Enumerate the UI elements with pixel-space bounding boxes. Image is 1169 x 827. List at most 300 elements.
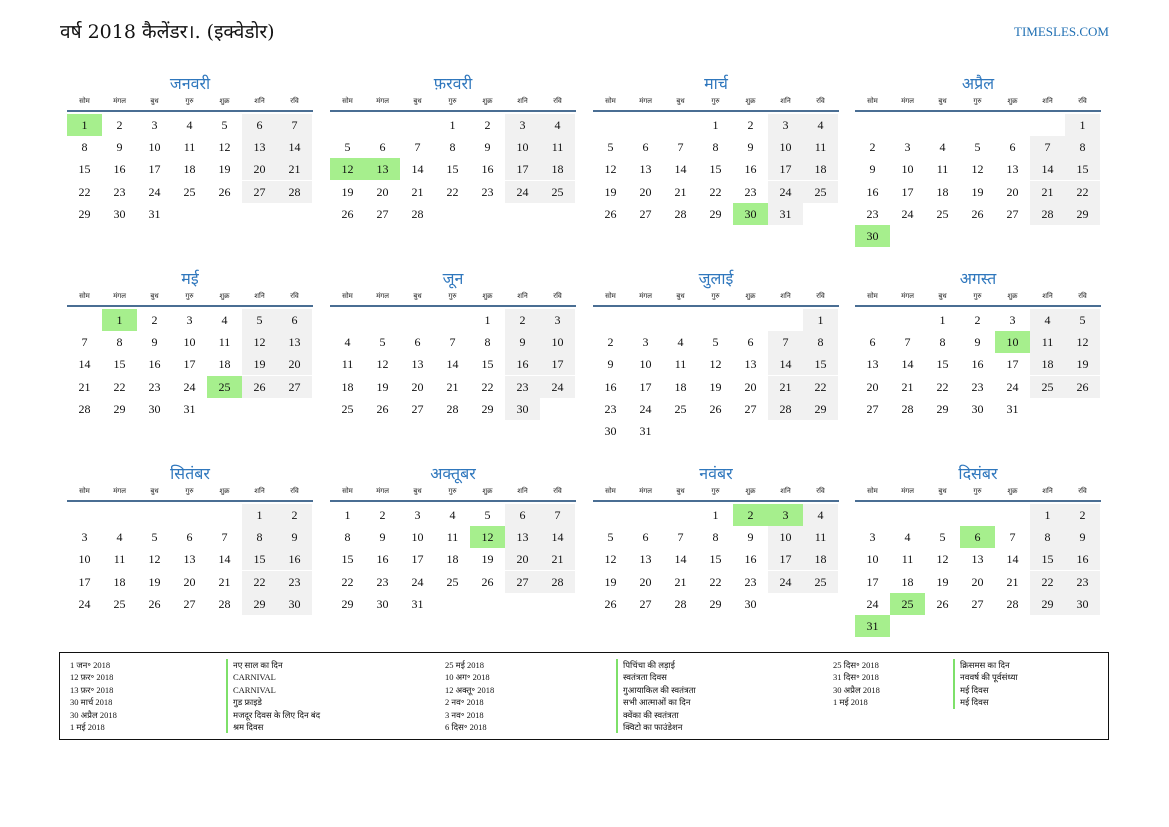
day-cell: 21 xyxy=(411,184,424,199)
header-rule xyxy=(67,500,313,502)
day-cell: 30 xyxy=(277,593,312,615)
day-cell: 20 xyxy=(376,184,389,199)
weekday-header xyxy=(330,487,576,499)
month-title: मार्च xyxy=(704,74,728,93)
day-cell: 16 xyxy=(505,353,540,375)
day-cell: 28 xyxy=(446,401,459,416)
header-rule xyxy=(330,110,576,112)
day-cell: 3 xyxy=(186,313,193,327)
day-cell: 24 xyxy=(183,379,196,394)
day-cell: 15 xyxy=(242,548,277,570)
holiday-date: 1 मई 2018 xyxy=(833,697,868,708)
header-rule xyxy=(330,500,576,502)
weekday-label: शुक्र xyxy=(482,97,493,105)
day-cell: 11 xyxy=(901,552,914,567)
holiday-name: नववर्ष की पूर्वसंध्या xyxy=(953,671,1018,683)
day-cell: 10 xyxy=(866,552,879,567)
day-cell: 19 xyxy=(242,353,277,375)
day-cell: 14 xyxy=(218,552,231,567)
day-cell: 14 xyxy=(446,357,459,372)
weekday-label: रवि xyxy=(816,487,825,495)
day-cell: 3 xyxy=(540,309,575,331)
weekday-label: रवि xyxy=(816,292,825,300)
day-cell: 3 xyxy=(642,335,649,350)
holiday-date: 12 फ़र॰ 2018 xyxy=(70,672,114,683)
day-cell: 19 xyxy=(709,379,722,394)
holiday-name: स्वतंत्रता दिवस xyxy=(616,671,667,683)
day-cell: 31 xyxy=(411,596,424,611)
holiday-day-cell: 2 xyxy=(733,504,768,526)
day-cell: 8 xyxy=(1030,526,1065,548)
day-cell: 23 xyxy=(866,206,879,221)
day-cell: 24 xyxy=(78,596,91,611)
holiday-day-cell: 10 xyxy=(995,331,1030,353)
day-cell: 1 xyxy=(344,508,351,522)
holiday-name: मई दिवस xyxy=(953,684,989,696)
weekday-label: सोम xyxy=(342,487,353,495)
brand-link[interactable]: TIMESLES.COM xyxy=(1014,24,1109,39)
day-cell: 24 xyxy=(540,376,575,398)
day-cell: 15 xyxy=(936,357,949,372)
holiday-date: 12 अक्तू॰ 2018 xyxy=(445,684,495,695)
month-title: जनवरी xyxy=(169,74,211,93)
day-cell: 3 xyxy=(414,508,421,522)
holiday-day-cell: 1 xyxy=(67,114,102,136)
day-cell: 5 xyxy=(221,118,228,132)
day-cell: 23 xyxy=(148,379,161,394)
day-cell: 20 xyxy=(242,158,277,180)
day-cell: 22 xyxy=(936,379,949,394)
day-cell: 10 xyxy=(78,552,91,567)
weekday-label: रवि xyxy=(816,97,825,105)
day-cell: 5 xyxy=(379,335,386,350)
day-cell: 18 xyxy=(901,574,914,589)
day-cell: 7 xyxy=(677,530,684,545)
day-cell: 4 xyxy=(344,335,351,350)
day-cell: 17 xyxy=(78,574,91,589)
weekday-label: मंगल xyxy=(113,97,126,105)
holiday-day-cell: 12 xyxy=(470,526,505,548)
day-cell: 30 xyxy=(113,206,126,221)
day-cell: 26 xyxy=(376,401,389,416)
day-cell: 3 xyxy=(904,140,911,155)
day-cell: 23 xyxy=(1065,571,1100,593)
day-cell: 12 xyxy=(604,552,617,567)
day-cell: 16 xyxy=(481,162,494,177)
day-cell: 12 xyxy=(709,357,722,372)
day-cell: 29 xyxy=(709,206,722,221)
weekday-header xyxy=(855,487,1101,499)
weekday-label: सोम xyxy=(605,97,616,105)
day-cell: 3 xyxy=(81,530,88,545)
day-cell: 21 xyxy=(674,574,687,589)
day-cell: 8 xyxy=(81,140,88,155)
holiday-date: 1 जन॰ 2018 xyxy=(70,660,111,670)
day-cell: 12 xyxy=(148,552,161,567)
month-title: अगस्त xyxy=(959,269,997,288)
month-title: सितंबर xyxy=(170,464,210,483)
weekday-label: शुक्र xyxy=(1007,292,1018,300)
weekday-label: शनि xyxy=(1042,97,1053,105)
day-cell: 11 xyxy=(341,357,354,372)
header-rule xyxy=(67,110,313,112)
day-cell: 18 xyxy=(803,548,838,570)
day-cell: 29 xyxy=(1065,203,1100,225)
day-cell: 5 xyxy=(607,140,614,155)
day-cell: 26 xyxy=(604,596,617,611)
day-cell: 31 xyxy=(768,203,803,225)
day-cell: 27 xyxy=(183,596,196,611)
day-cell: 13 xyxy=(744,357,757,372)
weekday-header xyxy=(593,97,839,109)
weekday-label: गुरु xyxy=(185,97,194,105)
day-cell: 4 xyxy=(540,114,575,136)
weekday-label: शुक्र xyxy=(482,487,493,495)
day-cell: 29 xyxy=(481,401,494,416)
weekday-header xyxy=(855,292,1101,304)
weekday-label: मंगल xyxy=(901,487,914,495)
holiday-name: क्रिसमस का दिन xyxy=(953,659,1010,671)
day-cell: 18 xyxy=(113,574,126,589)
day-cell: 21 xyxy=(674,184,687,199)
day-cell: 17 xyxy=(505,158,540,180)
day-cell: 10 xyxy=(411,530,424,545)
day-cell: 21 xyxy=(901,379,914,394)
day-cell: 23 xyxy=(113,184,126,199)
holiday-date: 25 मई 2018 xyxy=(445,660,485,670)
day-cell: 17 xyxy=(768,548,803,570)
day-cell: 29 xyxy=(709,596,722,611)
weekday-label: शनि xyxy=(780,487,791,495)
day-cell: 8 xyxy=(803,331,838,353)
day-cell: 27 xyxy=(242,181,277,203)
day-cell: 11 xyxy=(446,530,459,545)
holiday-day-cell: 12 xyxy=(330,158,365,180)
weekday-label: बुध xyxy=(413,487,422,495)
day-cell: 28 xyxy=(540,571,575,593)
month-10 xyxy=(330,462,576,642)
day-cell: 13 xyxy=(639,162,652,177)
day-cell: 2 xyxy=(869,140,876,155)
day-cell: 18 xyxy=(540,158,575,180)
day-cell: 17 xyxy=(183,357,196,372)
day-cell: 12 xyxy=(218,140,231,155)
day-cell: 20 xyxy=(277,353,312,375)
day-cell: 7 xyxy=(414,140,421,155)
day-cell: 28 xyxy=(277,181,312,203)
day-cell: 22 xyxy=(709,184,722,199)
day-cell: 13 xyxy=(277,331,312,353)
day-cell: 8 xyxy=(939,335,946,350)
header-rule xyxy=(67,305,313,307)
day-cell: 21 xyxy=(446,379,459,394)
day-cell: 16 xyxy=(971,357,984,372)
day-cell: 19 xyxy=(376,379,389,394)
day-cell: 1 xyxy=(712,118,719,132)
day-cell: 1 xyxy=(712,508,719,522)
weekday-label: रवि xyxy=(553,487,562,495)
day-cell: 24 xyxy=(768,571,803,593)
day-cell: 24 xyxy=(1006,379,1019,394)
day-cell: 4 xyxy=(677,335,684,350)
day-cell: 1 xyxy=(803,309,838,331)
holiday-date: 1 मई 2018 xyxy=(70,722,105,732)
day-cell: 22 xyxy=(803,376,838,398)
holiday-name: CARNIVAL xyxy=(226,671,276,683)
month-7 xyxy=(593,267,839,447)
weekday-label: बुध xyxy=(676,487,685,495)
weekday-label: मंगल xyxy=(376,487,389,495)
day-cell: 9 xyxy=(484,140,491,155)
weekday-label: गुरु xyxy=(448,97,457,105)
day-cell: 28 xyxy=(218,596,231,611)
day-cell: 11 xyxy=(183,140,196,155)
day-cell: 27 xyxy=(639,206,652,221)
day-cell: 12 xyxy=(936,552,949,567)
day-cell: 11 xyxy=(803,526,838,548)
day-cell: 23 xyxy=(481,184,494,199)
day-cell: 29 xyxy=(1030,593,1065,615)
weekday-label: बुध xyxy=(413,97,422,105)
day-cell: 17 xyxy=(1006,357,1019,372)
holiday-date: 30 अप्रैल 2018 xyxy=(833,684,880,695)
holiday-name: श्रम दिवस xyxy=(226,721,263,733)
day-cell: 8 xyxy=(484,335,491,350)
day-cell: 4 xyxy=(803,504,838,526)
day-cell: 14 xyxy=(1030,158,1065,180)
day-cell: 15 xyxy=(1030,548,1065,570)
weekday-label: सोम xyxy=(867,97,878,105)
day-cell: 22 xyxy=(446,184,459,199)
day-cell: 6 xyxy=(642,140,649,155)
day-cell: 20 xyxy=(183,574,196,589)
day-cell: 22 xyxy=(242,571,277,593)
day-cell: 23 xyxy=(744,574,757,589)
day-cell: 2 xyxy=(277,504,312,526)
day-cell: 14 xyxy=(411,162,424,177)
holiday-name: सभी आत्माओं का दिन xyxy=(616,696,691,708)
day-cell: 19 xyxy=(604,574,617,589)
weekday-label: सोम xyxy=(79,487,90,495)
day-cell: 5 xyxy=(607,530,614,545)
day-cell: 24 xyxy=(411,574,424,589)
day-cell: 5 xyxy=(344,140,351,155)
month-title: अक्तूबर xyxy=(430,464,476,483)
day-cell: 29 xyxy=(936,401,949,416)
day-cell: 20 xyxy=(505,548,540,570)
weekday-label: गुरु xyxy=(973,487,982,495)
day-cell: 19 xyxy=(604,184,617,199)
weekday-label: शुक्र xyxy=(219,97,230,105)
holiday-name: पिचिंचा की लड़ाई xyxy=(616,659,675,671)
day-cell: 16 xyxy=(277,548,312,570)
weekday-header xyxy=(593,292,839,304)
day-cell: 2 xyxy=(505,309,540,331)
day-cell: 28 xyxy=(411,206,424,221)
day-cell: 21 xyxy=(78,379,91,394)
weekday-label: बुध xyxy=(150,292,159,300)
weekday-header xyxy=(855,97,1101,109)
day-cell: 12 xyxy=(1065,331,1100,353)
day-cell: 28 xyxy=(674,206,687,221)
day-cell: 18 xyxy=(674,379,687,394)
day-cell: 13 xyxy=(242,136,277,158)
day-cell: 22 xyxy=(113,379,126,394)
holiday-date: 31 दिस॰ 2018 xyxy=(833,672,879,683)
month-title: जून xyxy=(442,269,464,288)
day-cell: 17 xyxy=(148,162,161,177)
day-cell: 5 xyxy=(939,530,946,545)
day-cell: 24 xyxy=(148,184,161,199)
day-cell: 19 xyxy=(481,552,494,567)
holiday-name: मई दिवस xyxy=(953,696,989,708)
day-cell: 17 xyxy=(901,184,914,199)
weekday-label: गुरु xyxy=(711,97,720,105)
day-cell: 27 xyxy=(1006,206,1019,221)
day-cell: 27 xyxy=(411,401,424,416)
day-cell: 14 xyxy=(674,162,687,177)
holiday-day-cell: 30 xyxy=(855,225,890,247)
day-cell: 17 xyxy=(411,552,424,567)
weekday-label: रवि xyxy=(290,487,299,495)
day-cell: 31 xyxy=(639,424,652,438)
day-cell: 28 xyxy=(674,596,687,611)
month-title: फ़रवरी xyxy=(433,74,473,93)
day-cell: 4 xyxy=(186,118,193,132)
day-cell: 29 xyxy=(113,401,126,416)
weekday-label: गुरु xyxy=(448,292,457,300)
header-rule xyxy=(593,110,839,112)
day-cell: 16 xyxy=(604,379,617,394)
day-cell: 3 xyxy=(1009,313,1016,327)
header-rule xyxy=(593,500,839,502)
day-cell: 30 xyxy=(1065,593,1100,615)
day-cell: 10 xyxy=(183,335,196,350)
day-cell: 26 xyxy=(1065,376,1100,398)
month-title: जुलाई xyxy=(698,269,734,288)
weekday-label: शुक्र xyxy=(745,292,756,300)
day-cell: 25 xyxy=(113,596,126,611)
weekday-label: शनि xyxy=(254,487,265,495)
holiday-day-cell: 3 xyxy=(768,504,803,526)
day-cell: 30 xyxy=(505,398,540,420)
day-cell: 1 xyxy=(939,313,946,327)
day-cell: 7 xyxy=(81,335,88,350)
day-cell: 14 xyxy=(277,136,312,158)
month-title: नवंबर xyxy=(699,464,733,483)
day-cell: 8 xyxy=(1065,136,1100,158)
holiday-name: क्विटो का फाउंडेशन xyxy=(616,721,682,733)
day-cell: 25 xyxy=(803,181,838,203)
weekday-label: बुध xyxy=(938,292,947,300)
day-cell: 11 xyxy=(218,335,231,350)
weekday-label: गुरु xyxy=(711,487,720,495)
weekday-label: शनि xyxy=(517,292,528,300)
day-cell: 25 xyxy=(936,206,949,221)
weekday-label: गुरु xyxy=(973,292,982,300)
header-rule xyxy=(855,500,1101,502)
weekday-header xyxy=(330,292,576,304)
day-cell: 3 xyxy=(151,118,158,132)
day-cell: 6 xyxy=(642,530,649,545)
weekday-label: मंगल xyxy=(376,292,389,300)
day-cell: 4 xyxy=(1030,309,1065,331)
header-rule xyxy=(593,305,839,307)
day-cell: 13 xyxy=(971,552,984,567)
weekday-label: मंगल xyxy=(376,97,389,105)
day-cell: 6 xyxy=(869,335,876,350)
weekday-label: शनि xyxy=(254,97,265,105)
day-cell: 26 xyxy=(604,206,617,221)
day-cell: 18 xyxy=(803,158,838,180)
holiday-date: 30 मार्च 2018 xyxy=(70,697,113,708)
day-cell: 7 xyxy=(904,335,911,350)
day-cell: 22 xyxy=(481,379,494,394)
day-cell: 5 xyxy=(242,309,277,331)
weekday-label: सोम xyxy=(605,292,616,300)
month-9 xyxy=(67,462,313,642)
day-cell: 25 xyxy=(803,571,838,593)
day-cell: 24 xyxy=(768,181,803,203)
day-cell: 27 xyxy=(505,571,540,593)
holiday-name: नए साल का दिन xyxy=(226,659,283,671)
weekday-label: शनि xyxy=(1042,292,1053,300)
day-cell: 14 xyxy=(78,357,91,372)
weekday-label: शनि xyxy=(1042,487,1053,495)
day-cell: 1 xyxy=(449,118,456,132)
month-6 xyxy=(330,267,576,447)
day-cell: 17 xyxy=(768,158,803,180)
day-cell: 26 xyxy=(341,206,354,221)
weekday-label: सोम xyxy=(605,487,616,495)
day-cell: 13 xyxy=(411,357,424,372)
day-cell: 9 xyxy=(151,335,158,350)
weekday-label: सोम xyxy=(342,97,353,105)
day-cell: 9 xyxy=(379,530,386,545)
day-cell: 22 xyxy=(78,184,91,199)
weekday-label: बुध xyxy=(938,97,947,105)
weekday-label: शुक्र xyxy=(1007,97,1018,105)
day-cell: 2 xyxy=(116,118,123,132)
weekday-label: मंगल xyxy=(639,292,652,300)
day-cell: 20 xyxy=(639,184,652,199)
day-cell: 21 xyxy=(540,548,575,570)
page-title: वर्ष 2018 कैलेंडर।. (इक्वेडोर) xyxy=(60,21,275,43)
weekday-label: रवि xyxy=(553,292,562,300)
day-cell: 19 xyxy=(936,574,949,589)
day-cell: 9 xyxy=(747,140,754,155)
weekday-header xyxy=(330,97,576,109)
day-cell: 13 xyxy=(1006,162,1019,177)
day-cell: 5 xyxy=(974,140,981,155)
weekday-label: रवि xyxy=(1078,292,1087,300)
weekday-label: मंगल xyxy=(901,97,914,105)
weekday-label: सोम xyxy=(79,292,90,300)
day-cell: 26 xyxy=(481,574,494,589)
day-cell: 19 xyxy=(218,162,231,177)
day-cell: 8 xyxy=(116,335,123,350)
holiday-date: 13 फ़र॰ 2018 xyxy=(70,684,114,695)
weekday-label: शुक्र xyxy=(219,292,230,300)
day-cell: 19 xyxy=(971,184,984,199)
day-cell: 13 xyxy=(505,526,540,548)
day-cell: 18 xyxy=(1030,353,1065,375)
day-cell: 14 xyxy=(1006,552,1019,567)
weekday-label: रवि xyxy=(1078,487,1087,495)
month-title: मई xyxy=(181,269,199,288)
day-cell: 30 xyxy=(971,401,984,416)
weekday-label: गुरु xyxy=(185,487,194,495)
